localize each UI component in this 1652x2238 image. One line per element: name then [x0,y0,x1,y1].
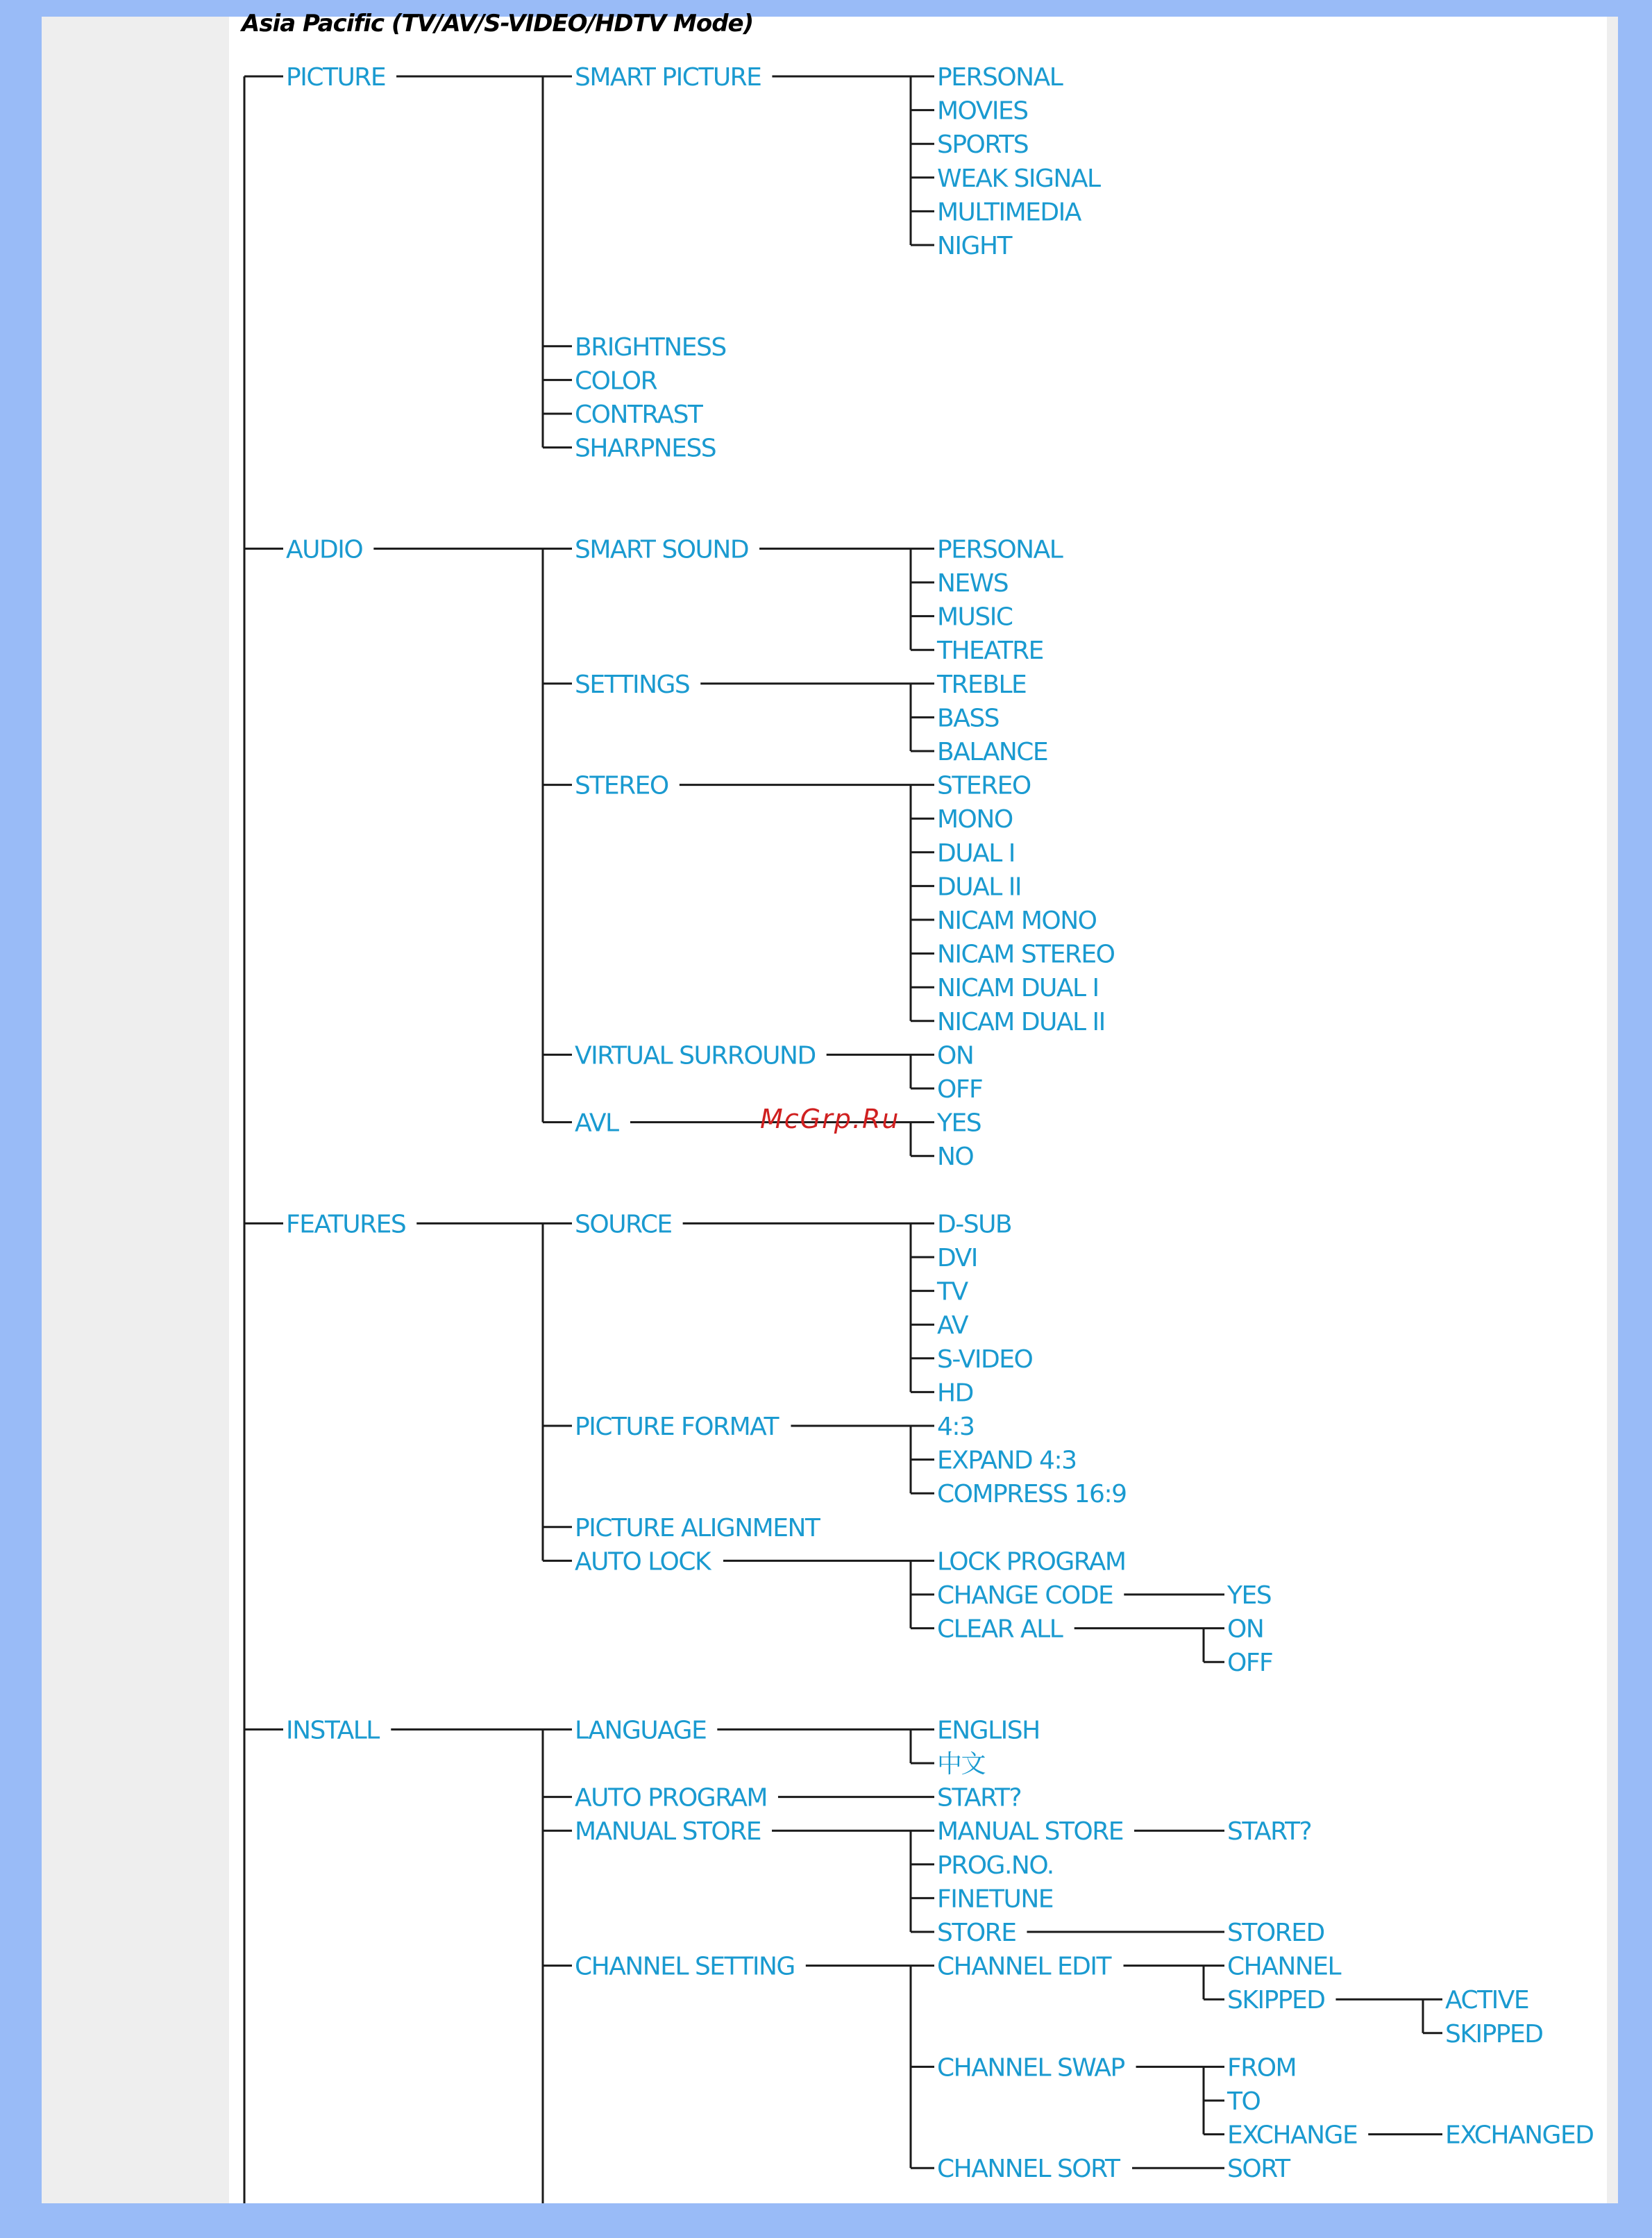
bottom-band [0,2203,1652,2238]
menu-item-on: ON [1227,1615,1264,1644]
menu-item-finetune: FINETUNE [937,1885,1054,1914]
menu-item-tv: TV [937,1277,968,1306]
menu-item-night: NIGHT [937,232,1012,260]
menu-item-yes: YES [937,1109,981,1138]
menu-item-source: SOURCE [575,1210,672,1239]
menu-item-stored: STORED [1227,1919,1324,1947]
menu-item-store: STORE [937,1919,1016,1947]
menu-item-bass: BASS [937,704,1000,733]
menu-item-dual-i: DUAL I [937,839,1015,868]
menu-item-english: ENGLISH [937,1716,1040,1745]
menu-item-auto-lock: AUTO LOCK [575,1547,711,1576]
menu-item-features: FEATURES [286,1210,406,1239]
menu-item-picture-format: PICTURE FORMAT [575,1413,778,1441]
menu-item-skipped: SKIPPED [1445,2019,1543,2048]
menu-item-to: TO [1227,2087,1261,2116]
menu-item-from: FROM [1227,2053,1297,2083]
menu-item-dvi: DVI [937,1244,977,1272]
menu-item-no: NO [937,1143,974,1172]
menu-item-language: LANGUAGE [575,1716,707,1745]
menu-item-expand-4-3: EXPAND 4:3 [937,1446,1077,1475]
menu-item-d-sub: D-SUB [937,1210,1012,1239]
watermark: McGrp.Ru [760,1104,900,1134]
menu-item-channel-swap: CHANNEL SWAP [937,2053,1124,2083]
menu-item-4-3: 4:3 [937,1413,975,1441]
menu-item-virtual-surround: VIRTUAL SURROUND [575,1041,816,1070]
menu-item-channel-setting: CHANNEL SETTING [575,1952,795,1981]
menu-item-hd: HD [937,1379,973,1408]
page-title: Asia Pacific (TV/AV/S-VIDEO/HDTV Mode) [242,10,754,37]
menu-item-active: ACTIVE [1445,1986,1529,2015]
menu-item-theatre: THEATRE [937,637,1043,666]
menu-item-movies: MOVIES [937,96,1028,126]
menu-item-manual-store: MANUAL STORE [937,1817,1124,1846]
menu-item-lock-program: LOCK PROGRAM [937,1547,1126,1576]
menu-item-change-code: CHANGE CODE [937,1581,1113,1610]
menu-item-off: OFF [937,1075,983,1104]
menu-item-channel-edit: CHANNEL EDIT [937,1952,1111,1981]
menu-item-mono: MONO [937,805,1013,834]
menu-item-yes: YES [1227,1581,1272,1610]
menu-item-prog-no: PROG.NO. [937,1851,1054,1880]
menu-item-brightness: BRIGHTNESS [575,333,726,362]
menu-item-dual-ii: DUAL II [937,873,1021,902]
menu-item-start: START? [937,1783,1022,1812]
menu-item-sports: SPORTS [937,131,1029,160]
menu-item-stereo: STEREO [575,771,668,800]
menu-item-avl: AVL [575,1109,618,1138]
menu-item-news: NEWS [937,569,1009,598]
menu-item-channel: CHANNEL [1227,1952,1340,1981]
menu-item-sort: SORT [1227,2155,1290,2184]
menu-item-s-video: S-VIDEO [937,1345,1033,1374]
menu-item-treble: TREBLE [937,670,1027,699]
menu-item-personal: PERSONAL [937,63,1063,92]
menu-item-clear-all: CLEAR ALL [937,1615,1063,1644]
menu-item-exchange: EXCHANGE [1227,2121,1358,2150]
menu-item-off: OFF [1227,1649,1273,1678]
menu-item-smart-picture: SMART PICTURE [575,63,761,92]
menu-item-manual-store: MANUAL STORE [575,1817,761,1846]
menu-item-nicam-dual-i: NICAM DUAL I [937,974,1099,1003]
menu-item-color: COLOR [575,367,657,396]
menu-item-channel-sort: CHANNEL SORT [937,2155,1120,2184]
menu-item-picture-alignment: PICTURE ALIGNMENT [575,1513,820,1542]
menu-item-nicam-stereo: NICAM STEREO [937,940,1115,969]
menu-item-weak-signal: WEAK SIGNAL [937,164,1100,193]
menu-item-on: ON [937,1041,974,1070]
menu-item-compress-16-9: COMPRESS 16:9 [937,1480,1127,1509]
menu-item-sharpness: SHARPNESS [575,434,716,463]
menu-item-exchanged: EXCHANGED [1445,2121,1594,2150]
menu-item-skipped: SKIPPED [1227,1986,1325,2015]
menu-item-auto-program: AUTO PROGRAM [575,1783,767,1812]
menu-item-contrast: CONTRAST [575,401,702,429]
menu-item-balance: BALANCE [937,738,1048,766]
menu-item-install: INSTALL [286,1716,379,1745]
menu-item-nicam-dual-ii: NICAM DUAL II [937,1007,1105,1036]
menu-item-av: AV [937,1311,968,1340]
menu-item-personal: PERSONAL [937,535,1063,564]
menu-item-smart-sound: SMART SOUND [575,535,749,564]
menu-item-picture: PICTURE [286,63,386,92]
menu-item-start: START? [1227,1817,1312,1846]
menu-item-music: MUSIC [937,603,1013,632]
menu-item-nicam-mono: NICAM MONO [937,907,1097,935]
menu-item-audio: AUDIO [286,535,363,564]
menu-item-item: 中文 [937,1750,986,1778]
menu-item-stereo: STEREO [937,771,1031,800]
menu-item-multimedia: MULTIMEDIA [937,198,1081,227]
menu-item-settings: SETTINGS [575,670,690,699]
